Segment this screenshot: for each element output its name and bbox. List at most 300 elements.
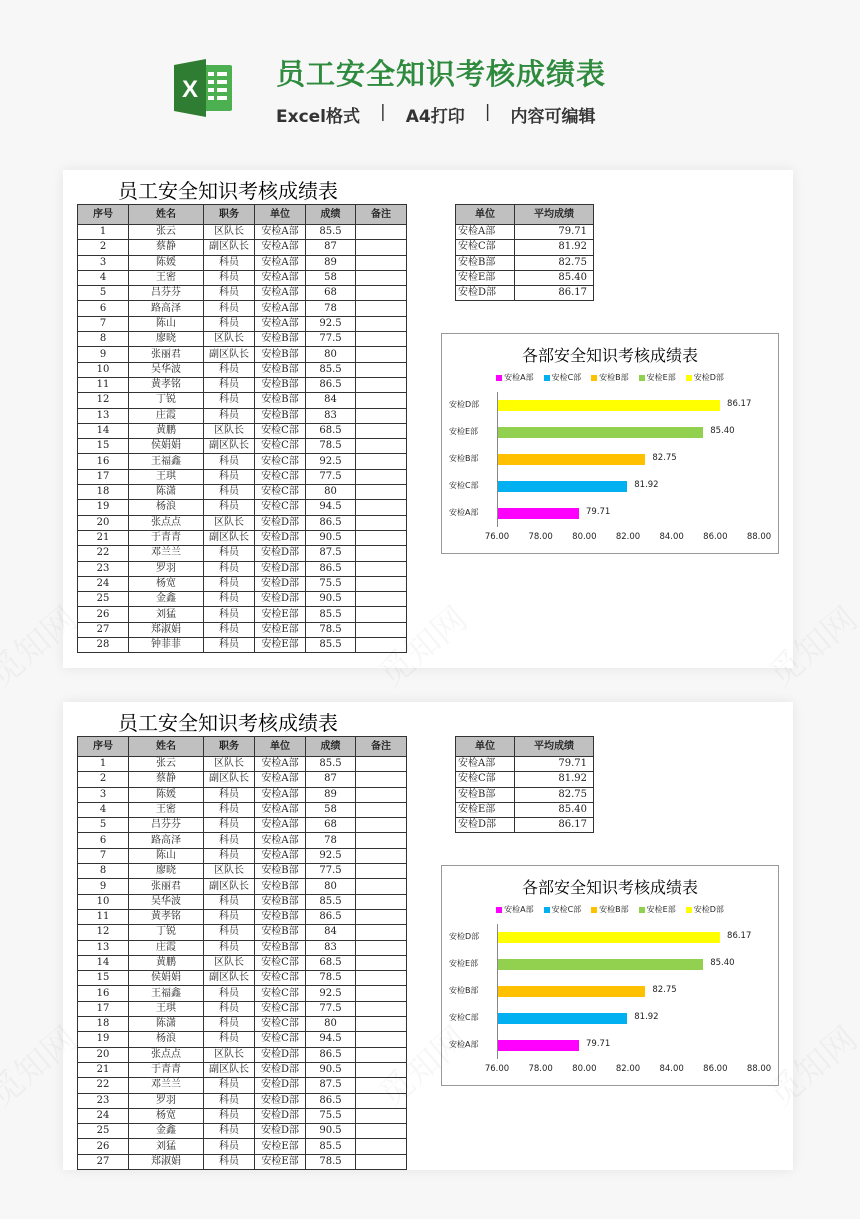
cell-position: 科员 [204, 638, 255, 653]
cell-index: 11 [78, 377, 129, 392]
cell-note [356, 423, 407, 438]
bar-chart [441, 865, 779, 1086]
cell-name: 郑淑娟 [129, 622, 204, 637]
cell-position: 科员 [204, 986, 255, 1001]
cell-index: 14 [78, 955, 129, 970]
cell-position: 副区队长 [204, 439, 255, 454]
cell-name: 吕芬芬 [129, 818, 204, 833]
legend-label: 安检C部 [551, 373, 582, 382]
cell-index: 13 [78, 940, 129, 955]
cell-note [356, 576, 407, 591]
sheet-title: 员工安全知识考核成绩表 [118, 179, 338, 203]
cell-name: 刘猛 [129, 607, 204, 622]
cell-score: 80 [306, 485, 356, 500]
table-row [78, 408, 407, 423]
legend-swatch-icon [686, 375, 692, 381]
cell-name: 邓兰兰 [129, 1078, 204, 1093]
table-row [78, 454, 407, 469]
table-row [78, 561, 407, 576]
cell-position: 科员 [204, 485, 255, 500]
cell-unit: 安检D部 [255, 1047, 306, 1062]
table-row [78, 622, 407, 637]
page-header [0, 0, 860, 150]
cell-position: 科员 [204, 787, 255, 802]
cell-note [356, 879, 407, 894]
bar [498, 959, 703, 970]
cell-unit: 安检E部 [456, 270, 515, 285]
x-tick-label: 76.00 [484, 532, 510, 542]
x-tick-label: 80.00 [572, 532, 597, 542]
bar-row [449, 1032, 759, 1059]
table-row [78, 1093, 407, 1108]
cell-name: 廖晓 [129, 864, 204, 879]
table-row [78, 940, 407, 955]
cell-score: 87.5 [306, 1078, 356, 1093]
legend-item [496, 372, 533, 383]
cell-name: 王福鑫 [129, 454, 204, 469]
cell-unit: 安检D部 [255, 1062, 306, 1077]
table-row [456, 802, 594, 817]
table-row [78, 638, 407, 653]
cell-note [356, 393, 407, 408]
legend-swatch-icon [591, 907, 597, 913]
table-row [78, 439, 407, 454]
cell-unit: 安检B部 [255, 864, 306, 879]
bar-row [449, 978, 759, 1005]
cell-index: 4 [78, 270, 129, 285]
cell-score: 86.5 [306, 1093, 356, 1108]
cell-note [356, 301, 407, 316]
cell-average: 85.40 [515, 802, 594, 817]
table-row [78, 240, 407, 255]
cell-name: 黄鹏 [129, 423, 204, 438]
bar-row [449, 951, 759, 978]
bar-chart [441, 333, 779, 554]
cell-unit: 安检A部 [255, 802, 306, 817]
cell-name: 蔡静 [129, 240, 204, 255]
cell-position: 科员 [204, 377, 255, 392]
cell-name: 张丽君 [129, 879, 204, 894]
cell-unit: 安检D部 [255, 1108, 306, 1123]
cell-unit: 安检A部 [456, 225, 515, 240]
editable-label: 内容可编辑 [510, 107, 596, 127]
cell-position: 副区队长 [204, 240, 255, 255]
cell-note [356, 270, 407, 285]
cell-score: 78 [306, 301, 356, 316]
cell-unit: 安检A部 [255, 301, 306, 316]
table-row [78, 772, 407, 787]
x-tick-label: 82.00 [615, 532, 641, 542]
cell-unit: 安检D部 [255, 515, 306, 530]
cell-note [356, 1047, 407, 1062]
cell-position: 区队长 [204, 955, 255, 970]
cell-unit: 安检E部 [255, 1154, 306, 1169]
cell-name: 张点点 [129, 515, 204, 530]
cell-name: 吴华波 [129, 894, 204, 909]
cell-name: 王密 [129, 802, 204, 817]
table-row [78, 1001, 407, 1016]
x-tick-label: 86.00 [703, 1064, 728, 1074]
col-header-position: 职务 [204, 205, 255, 225]
cell-position: 科员 [204, 833, 255, 848]
cell-name: 丁锐 [129, 393, 204, 408]
bar-value-label: 81.92 [634, 1012, 659, 1022]
cell-note [356, 787, 407, 802]
cell-score: 84 [306, 925, 356, 940]
cell-unit: 安检A部 [255, 787, 306, 802]
table-row [456, 240, 594, 255]
legend-swatch-icon [496, 375, 502, 381]
cell-position: 科员 [204, 607, 255, 622]
cell-index: 17 [78, 1001, 129, 1016]
table-row [78, 500, 407, 515]
legend-item [686, 904, 724, 915]
sheet-page-1 [63, 170, 793, 668]
cell-unit: 安检D部 [255, 1093, 306, 1108]
cell-position: 科员 [204, 546, 255, 561]
cell-name: 杨浪 [129, 500, 204, 515]
cell-note [356, 909, 407, 924]
cell-index: 7 [78, 316, 129, 331]
separator: | [380, 102, 386, 122]
cell-note [356, 1139, 407, 1154]
bar [498, 1040, 579, 1051]
cell-note [356, 377, 407, 392]
cell-index: 12 [78, 925, 129, 940]
table-row [78, 894, 407, 909]
bar-value-label: 82.75 [652, 453, 677, 463]
x-tick-label: 86.00 [703, 532, 728, 542]
cell-unit: 安检B部 [255, 332, 306, 347]
cell-position: 科员 [204, 622, 255, 637]
cell-index: 1 [78, 225, 129, 240]
legend-label: 安检A部 [504, 373, 534, 382]
cell-name: 吴华波 [129, 362, 204, 377]
cell-name: 金鑫 [129, 1124, 204, 1139]
cell-position: 科员 [204, 1032, 255, 1047]
cell-note [356, 1017, 407, 1032]
average-table [455, 204, 594, 301]
cell-unit: 安检E部 [255, 638, 306, 653]
cell-unit: 安检C部 [255, 500, 306, 515]
cell-position: 科员 [204, 408, 255, 423]
col-header-name: 姓名 [129, 205, 204, 225]
cell-index: 15 [78, 971, 129, 986]
cell-score: 77.5 [306, 1001, 356, 1016]
legend-label: 安检D部 [693, 373, 724, 382]
cell-score: 83 [306, 940, 356, 955]
cell-index: 9 [78, 879, 129, 894]
cell-name: 陈媛 [129, 255, 204, 270]
cell-position: 区队长 [204, 515, 255, 530]
cell-average: 86.17 [515, 818, 594, 833]
cell-note [356, 332, 407, 347]
score-table [77, 204, 407, 653]
cell-unit: 安检B部 [255, 879, 306, 894]
cell-unit: 安检A部 [255, 240, 306, 255]
cell-score: 75.5 [306, 576, 356, 591]
cell-position: 副区队长 [204, 347, 255, 362]
legend-item [591, 372, 629, 383]
cell-name: 陈潇 [129, 485, 204, 500]
col-header-average: 平均成绩 [515, 205, 594, 225]
cell-note [356, 622, 407, 637]
cell-note [356, 240, 407, 255]
table-row [78, 286, 407, 301]
cell-note [356, 638, 407, 653]
cell-position: 科员 [204, 1139, 255, 1154]
table-row [456, 255, 594, 270]
cell-index: 18 [78, 1017, 129, 1032]
cell-unit: 安检A部 [255, 270, 306, 285]
sheet-page-2 [63, 702, 793, 1170]
cell-name: 于青青 [129, 1062, 204, 1077]
cell-index: 5 [78, 818, 129, 833]
bar-category-label: 安检A部 [449, 508, 479, 517]
cell-position: 区队长 [204, 332, 255, 347]
cell-index: 1 [78, 757, 129, 772]
cell-position: 科员 [204, 561, 255, 576]
cell-note [356, 833, 407, 848]
cell-index: 5 [78, 286, 129, 301]
table-row [78, 362, 407, 377]
cell-score: 90.5 [306, 530, 356, 545]
col-header-average: 平均成绩 [515, 737, 594, 757]
cell-unit: 安检C部 [255, 454, 306, 469]
cell-note [356, 500, 407, 515]
cell-index: 19 [78, 500, 129, 515]
table-row [78, 787, 407, 802]
cell-note [356, 848, 407, 863]
legend-label: 安检C部 [551, 905, 582, 914]
score-table [77, 736, 407, 1170]
cell-name: 张云 [129, 225, 204, 240]
cell-unit: 安检A部 [255, 848, 306, 863]
cell-position: 科员 [204, 255, 255, 270]
cell-name: 丁锐 [129, 925, 204, 940]
cell-name: 金鑫 [129, 592, 204, 607]
cell-score: 85.5 [306, 607, 356, 622]
cell-name: 黄鹏 [129, 955, 204, 970]
cell-index: 15 [78, 439, 129, 454]
cell-score: 87 [306, 772, 356, 787]
cell-name: 罗羽 [129, 1093, 204, 1108]
table-row [78, 925, 407, 940]
cell-score: 86.5 [306, 561, 356, 576]
x-tick-label: 76.00 [484, 1064, 510, 1074]
cell-unit: 安检A部 [255, 316, 306, 331]
table-header-row [456, 205, 594, 225]
legend-swatch-icon [496, 907, 502, 913]
cell-index: 26 [78, 607, 129, 622]
legend-swatch-icon [639, 375, 645, 381]
cell-position: 科员 [204, 362, 255, 377]
cell-name: 于青青 [129, 530, 204, 545]
table-row [78, 1078, 407, 1093]
col-header-note: 备注 [356, 737, 407, 757]
bar-value-label: 82.75 [652, 985, 677, 995]
cell-index: 23 [78, 561, 129, 576]
cell-score: 94.5 [306, 1032, 356, 1047]
cell-score: 85.5 [306, 638, 356, 653]
legend-item [496, 904, 533, 915]
table-row [78, 225, 407, 240]
cell-score: 85.5 [306, 362, 356, 377]
col-header-index: 序号 [78, 737, 129, 757]
legend-label: 安检E部 [646, 373, 676, 382]
cell-name: 郑淑娟 [129, 1154, 204, 1169]
cell-position: 副区队长 [204, 772, 255, 787]
cell-unit: 安检A部 [255, 833, 306, 848]
cell-name: 张云 [129, 757, 204, 772]
cell-note [356, 1108, 407, 1123]
cell-name: 王密 [129, 270, 204, 285]
cell-position: 区队长 [204, 1047, 255, 1062]
cell-average: 85.40 [515, 270, 594, 285]
table-row [78, 971, 407, 986]
table-row [78, 301, 407, 316]
cell-score: 58 [306, 802, 356, 817]
table-row [78, 255, 407, 270]
bar-category-label: 安检B部 [449, 454, 479, 463]
cell-unit: 安检C部 [456, 772, 515, 787]
cell-score: 90.5 [306, 1124, 356, 1139]
cell-position: 科员 [204, 802, 255, 817]
x-tick-label: 78.00 [528, 1064, 553, 1074]
cell-unit: 安检E部 [255, 622, 306, 637]
cell-note [356, 1062, 407, 1077]
cell-score: 78.5 [306, 1154, 356, 1169]
legend-label: 安检B部 [599, 373, 629, 382]
cell-position: 科员 [204, 270, 255, 285]
chart-title: 各部安全知识考核成绩表 [521, 346, 698, 365]
cell-name: 庄霞 [129, 408, 204, 423]
cell-unit: 安检B部 [255, 393, 306, 408]
x-axis [484, 1064, 772, 1078]
cell-unit: 安检A部 [456, 757, 515, 772]
cell-position: 科员 [204, 1154, 255, 1169]
header-subtitle [276, 102, 595, 127]
cell-name: 刘猛 [129, 1139, 204, 1154]
cell-name: 廖晓 [129, 332, 204, 347]
cell-name: 黄孝铭 [129, 909, 204, 924]
cell-index: 8 [78, 864, 129, 879]
cell-unit: 安检E部 [255, 607, 306, 622]
cell-note [356, 439, 407, 454]
col-header-score: 成绩 [306, 205, 356, 225]
cell-score: 87 [306, 240, 356, 255]
chart-title: 各部安全知识考核成绩表 [521, 878, 698, 897]
cell-name: 王福鑫 [129, 986, 204, 1001]
cell-index: 14 [78, 423, 129, 438]
cell-unit: 安检B部 [255, 362, 306, 377]
bar [498, 400, 720, 411]
table-row [78, 833, 407, 848]
cell-unit: 安检E部 [456, 802, 515, 817]
cell-position: 副区队长 [204, 1062, 255, 1077]
table-row [456, 757, 594, 772]
cell-note [356, 986, 407, 1001]
cell-index: 27 [78, 622, 129, 637]
bar [498, 454, 645, 465]
cell-average: 79.71 [515, 757, 594, 772]
cell-index: 25 [78, 592, 129, 607]
table-row [78, 1154, 407, 1169]
bar [498, 932, 720, 943]
legend-item [544, 372, 582, 383]
table-row [78, 377, 407, 392]
cell-note [356, 802, 407, 817]
table-row [456, 787, 594, 802]
cell-name: 杨宽 [129, 576, 204, 591]
cell-unit: 安检B部 [255, 377, 306, 392]
cell-unit: 安检C部 [456, 240, 515, 255]
cell-note [356, 971, 407, 986]
bar-category-label: 安检B部 [449, 986, 479, 995]
cell-note [356, 530, 407, 545]
cell-position: 区队长 [204, 864, 255, 879]
cell-name: 钟菲菲 [129, 638, 204, 653]
bar-row [449, 446, 759, 473]
cell-unit: 安检B部 [255, 894, 306, 909]
cell-note [356, 286, 407, 301]
cell-note [356, 592, 407, 607]
bar [498, 427, 703, 438]
separator: | [484, 102, 491, 122]
cell-note [356, 940, 407, 955]
table-row [78, 316, 407, 331]
cell-score: 78 [306, 833, 356, 848]
legend-swatch-icon [544, 375, 550, 381]
cell-score: 77.5 [306, 864, 356, 879]
table-row [78, 393, 407, 408]
cell-position: 科员 [204, 818, 255, 833]
cell-index: 6 [78, 833, 129, 848]
cell-name: 张点点 [129, 1047, 204, 1062]
cell-index: 13 [78, 408, 129, 423]
cell-position: 科员 [204, 925, 255, 940]
sheet-title: 员工安全知识考核成绩表 [118, 711, 338, 735]
cell-score: 68.5 [306, 955, 356, 970]
cell-index: 25 [78, 1124, 129, 1139]
cell-unit: 安检B部 [255, 347, 306, 362]
cell-unit: 安检D部 [456, 818, 515, 833]
legend-item [686, 372, 724, 383]
table-row [78, 1032, 407, 1047]
cell-index: 2 [78, 772, 129, 787]
chart-legend [442, 904, 778, 915]
table-row [78, 848, 407, 863]
table-row [456, 772, 594, 787]
excel-icon [172, 57, 234, 119]
cell-index: 27 [78, 1154, 129, 1169]
cell-score: 77.5 [306, 469, 356, 484]
cell-note [356, 255, 407, 270]
cell-unit: 安检C部 [255, 423, 306, 438]
cell-score: 80 [306, 347, 356, 362]
cell-score: 86.5 [306, 909, 356, 924]
cell-score: 87.5 [306, 546, 356, 561]
cell-score: 92.5 [306, 986, 356, 1001]
legend-label: 安检D部 [693, 905, 724, 914]
cell-name: 侯娟娟 [129, 439, 204, 454]
cell-score: 77.5 [306, 332, 356, 347]
table-header-row [78, 205, 407, 225]
cell-index: 24 [78, 576, 129, 591]
cell-note [356, 454, 407, 469]
cell-position: 副区队长 [204, 530, 255, 545]
legend-swatch-icon [544, 907, 550, 913]
